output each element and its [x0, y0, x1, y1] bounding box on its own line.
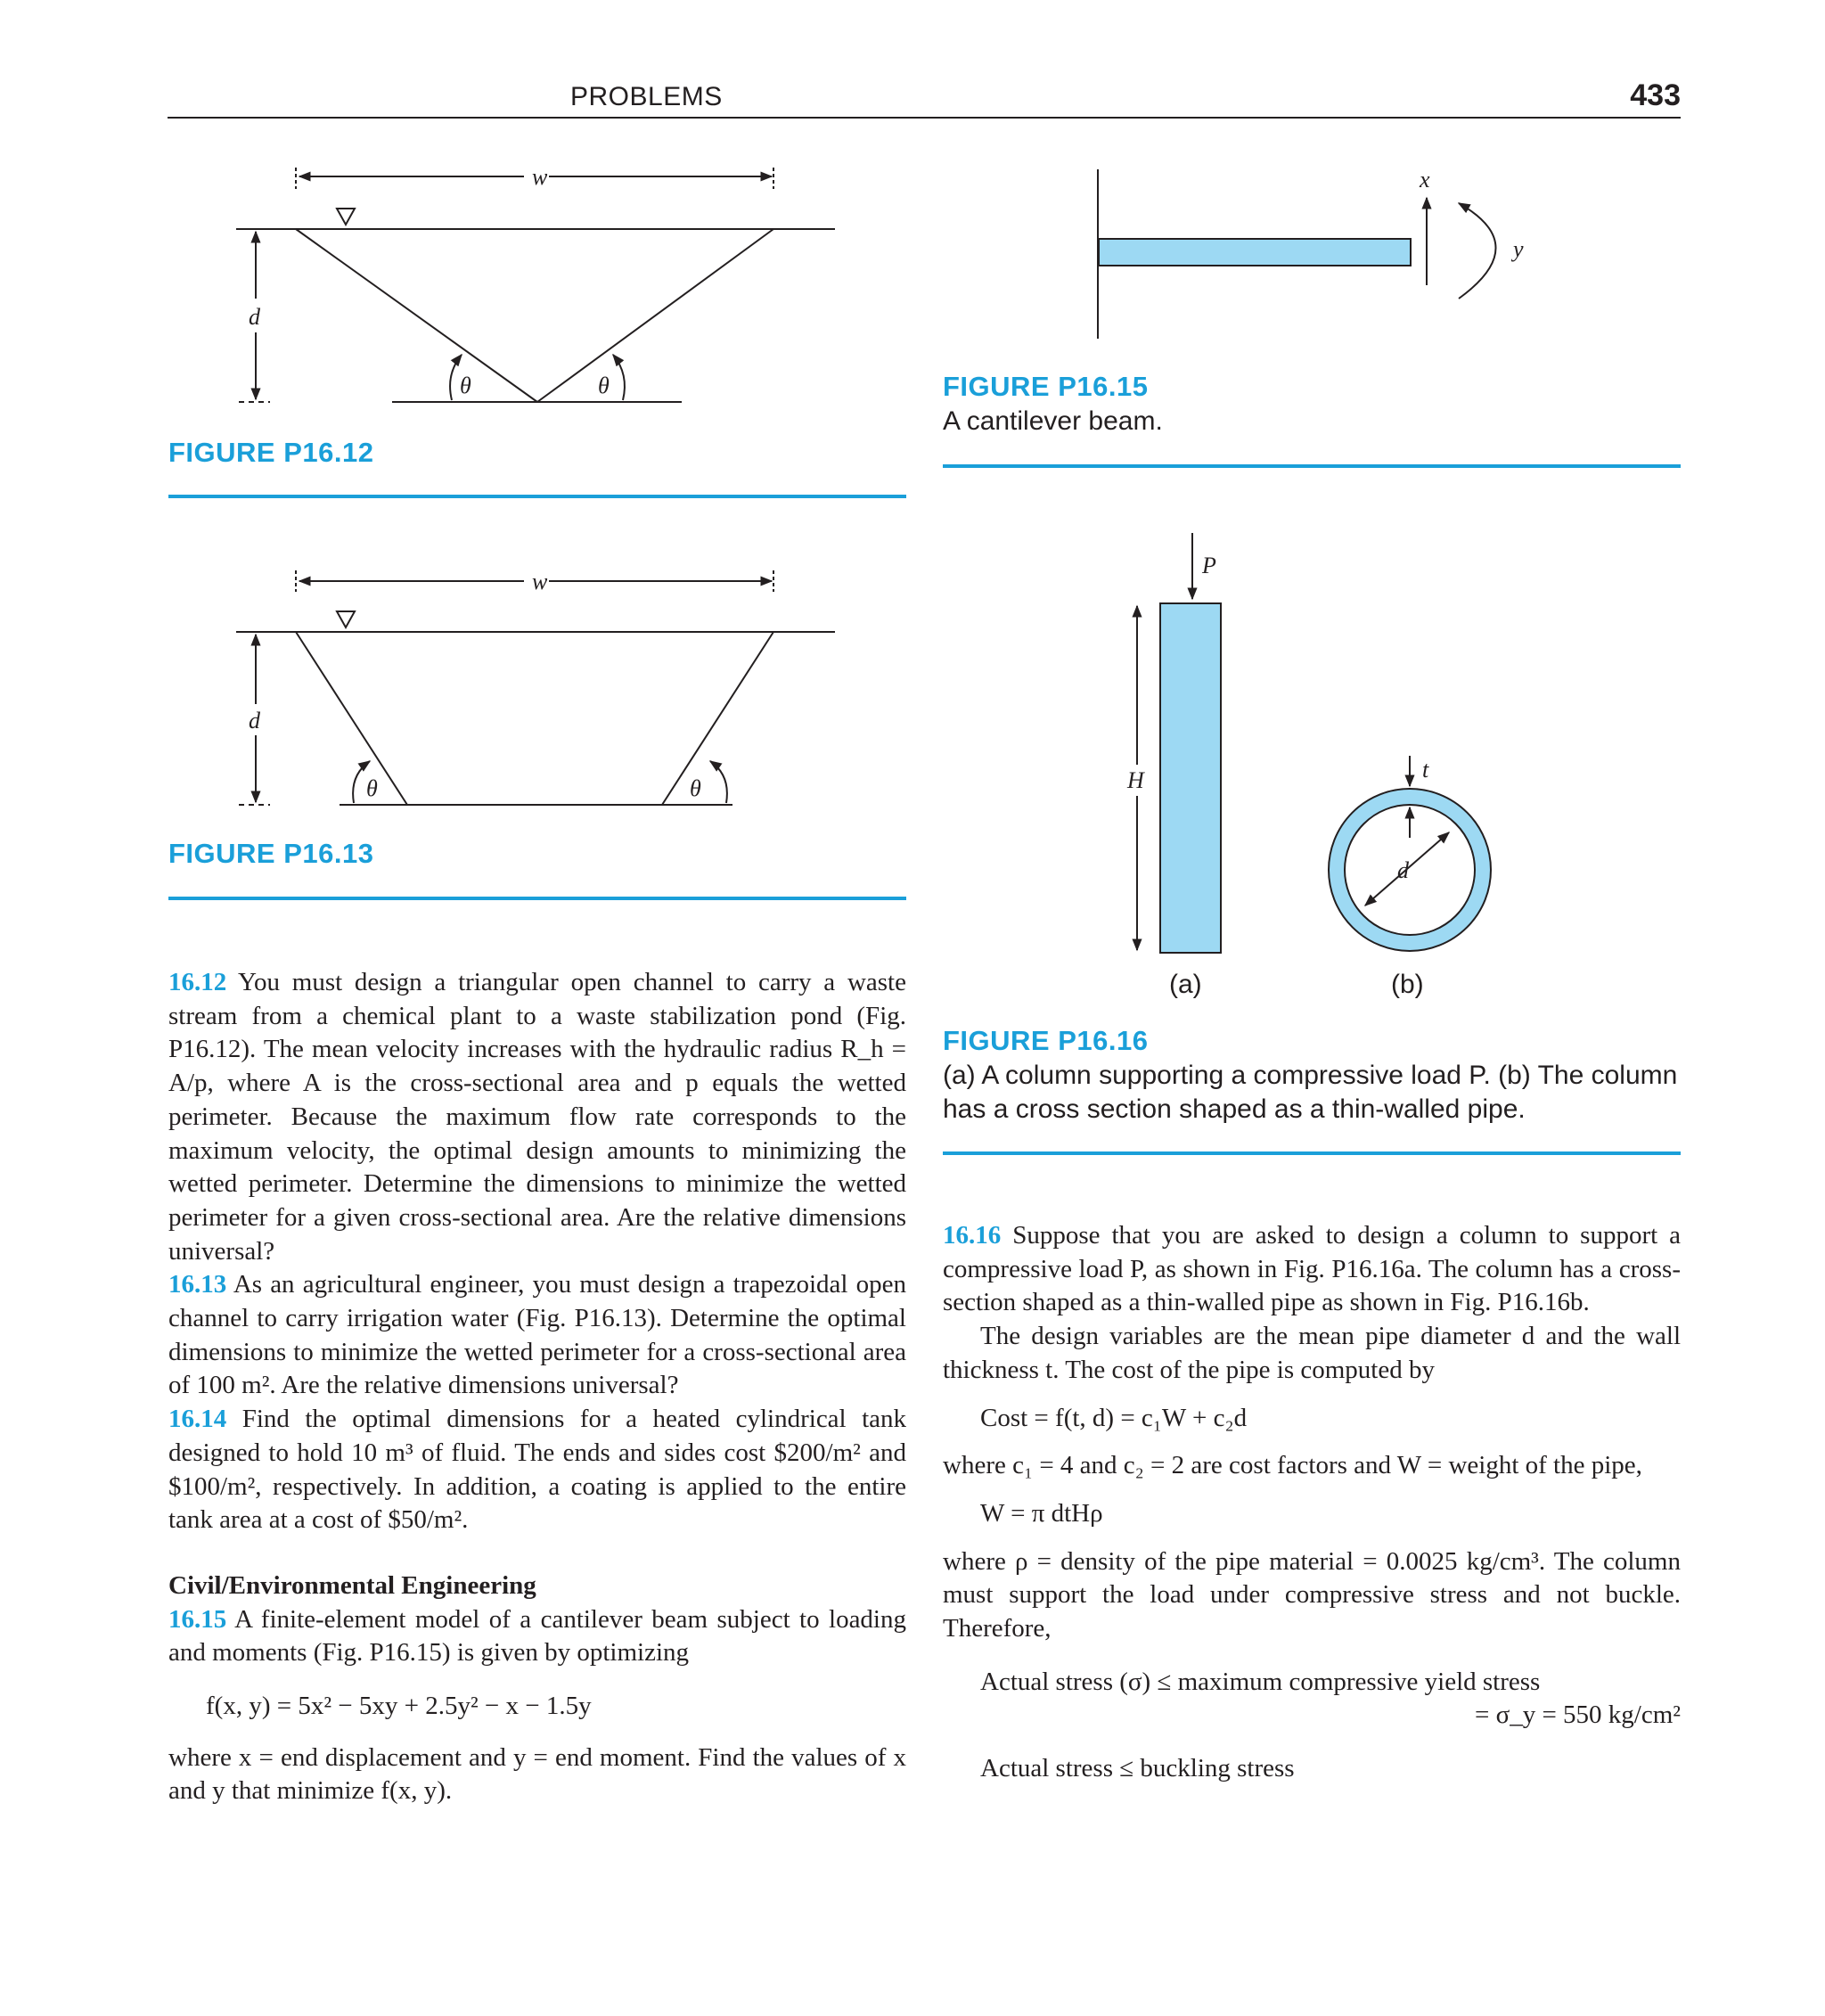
problem-number: 16.14 — [168, 1405, 227, 1434]
p12-theta-left: θ — [460, 373, 471, 398]
right-column — [943, 1219, 1681, 1786]
figure-p16-16-rule — [943, 1151, 1681, 1155]
inequality-1b: = σ_y = 550 kg/cm² — [1474, 1700, 1681, 1730]
figure-p16-13-diagram — [236, 570, 835, 805]
p16-sub-a: (a) — [1169, 970, 1202, 999]
inequality-1a: Actual stress (σ) ≤ maximum compressive yield stress — [980, 1667, 1541, 1696]
problem-16-16-where1: where c₁ = 4 and c₂ = 2 are cost factors and W = weight of the pipe, — [943, 1451, 1642, 1480]
figure-p16-16-diagram — [1137, 533, 1491, 953]
p16-t-label: t — [1422, 757, 1429, 783]
running-header: PROBLEMS — [570, 82, 723, 111]
p13-theta-left: θ — [366, 775, 378, 801]
problem-16-15 — [168, 1603, 906, 1670]
p12-d-label: d — [249, 304, 260, 330]
problem-16-13 — [168, 1268, 906, 1403]
problem-text: As an agricultural engineer, you must design a trapezoidal open channel to carry irrigation water (Fig. P16.13). Determine the optimal dimensions to minimize the wetted perimeter for a cross-sectional area of 100 m². Are the relative dimensions universal? — [168, 1270, 906, 1400]
p13-w-label: w — [532, 569, 548, 594]
figure-p16-16-caption-2: has a cross section shaped as a thin-walled pipe. — [943, 1094, 1526, 1124]
section-heading: Civil/Environmental Engineering — [168, 1570, 536, 1600]
p15-x-label: x — [1420, 167, 1430, 193]
figure-p16-13-label: FIGURE P16.13 — [168, 838, 374, 869]
p16-d-label: d — [1397, 857, 1409, 883]
figure-p16-15-rule — [943, 464, 1681, 468]
problem-16-14 — [168, 1403, 906, 1537]
p16-H-label: H — [1127, 767, 1144, 793]
figure-p16-12-rule — [168, 495, 906, 498]
p12-w-label: w — [532, 164, 548, 190]
figure-p16-15-diagram — [1098, 169, 1496, 339]
problem-text: Suppose that you are asked to design a column to support a compressive load P, as shown in Fig. P16.16a. The column has a cross-section shaped as a thin-walled pipe as shown in Fig. P16.16b. — [943, 1221, 1682, 1317]
problem-number: 16.13 — [168, 1270, 227, 1299]
problem-16-16 — [943, 1219, 1681, 1320]
problem-text: A finite-element model of a cantilever beam subject to loading and moments (Fig. P16.15) is given by optimizing — [168, 1604, 906, 1668]
figure-p16-16-label: FIGURE P16.16 — [943, 1025, 1149, 1056]
p13-d-label: d — [249, 708, 260, 733]
problem-16-12 — [168, 966, 906, 1268]
figure-p16-12-diagram — [236, 168, 835, 402]
p13-theta-right: θ — [690, 775, 701, 801]
problem-16-15-after: where x = end displacement and y = end moment. Find the values of x and y that minimize f(x, y). — [168, 1742, 906, 1806]
equation-f: f(x, y) = 5x² − 5xy + 2.5y² − x − 1.5y — [206, 1692, 592, 1721]
problem-text: Find the optimal dimensions for a heated cylindrical tank designed to hold 10 m³ of fluid. The ends and sides cost $200/m² and $100/m², respectively. In addition, a coating is applied to the entire tank area at a cost of $50/m². — [168, 1405, 907, 1535]
figure-p16-15-caption: A cantilever beam. — [943, 406, 1163, 436]
left-column — [168, 966, 906, 1808]
problem-number: 16.12 — [168, 968, 227, 996]
figure-p16-12-label: FIGURE P16.12 — [168, 437, 374, 468]
problem-16-16-where2: where ρ = density of the pipe material = 0.0025 kg/cm³. The column must support the load under compressive stress and not buckle. Therefore, — [943, 1546, 1681, 1643]
p16-P-label: P — [1202, 553, 1216, 578]
figure-p16-13-rule — [168, 897, 906, 900]
equation-cost: Cost = f(t, d) = c₁W + c₂d — [980, 1403, 1248, 1432]
figure-p16-15-label: FIGURE P16.15 — [943, 371, 1149, 402]
p15-y-label: y — [1513, 236, 1524, 262]
problem-number: 16.15 — [168, 1604, 227, 1634]
equation-weight: W = π dtHρ — [980, 1498, 1103, 1528]
inequality-2: Actual stress ≤ buckling stress — [980, 1754, 1295, 1783]
problem-text: You must design a triangular open channel to carry a waste stream from a chemical plant to a waste stabilization pond (Fig. P16.12). The mean velocity increases with the hydraulic radius R_h = A/p, where A is the cross-sectional area and p equals the wetted perimeter. Because the maximum flow rate corresponds to the maximum velocity, the optimal design amounts to minimizing the wetted perimeter. Determine the dimensions to minimize the wetted perimeter for a given cross-sectional area. Are the relative dimensions universal? — [168, 968, 906, 1266]
page-number: 433 — [1630, 78, 1681, 112]
figure-p16-16-caption-1: (a) A column supporting a compressive load P. (b) The column — [943, 1061, 1678, 1090]
p12-theta-right: θ — [598, 373, 610, 398]
p16-sub-b: (b) — [1391, 970, 1424, 999]
problem-number: 16.16 — [943, 1221, 1002, 1250]
problem-16-16-para2: The design variables are the mean pipe diameter d and the wall thickness t. The cost of the pipe is computed by — [943, 1322, 1681, 1384]
